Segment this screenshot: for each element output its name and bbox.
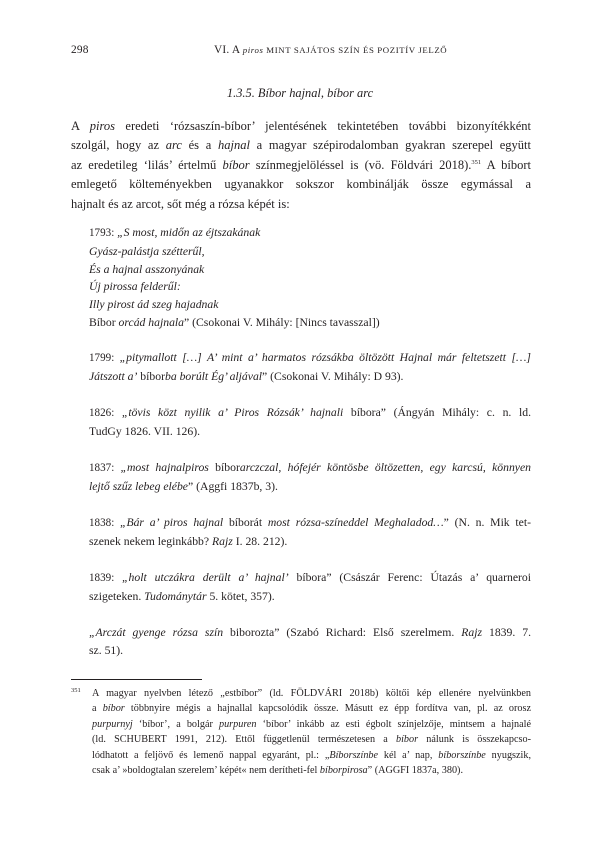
- footnote-divider: [71, 679, 202, 680]
- footnote-line: A magyar nyelvben létező „estbíbor” (ld. FÖLDVÁRI 2018b) költői kép ellenére nyelvünkben: [92, 688, 531, 699]
- quote-block-1837: [89, 459, 531, 496]
- quote-line: 1826: „tövis közt nyilik a’ Piros Rózsák’ hajnali bíbora” (Ángyán Mihály: c. n. ld.: [89, 406, 531, 419]
- quote-line: Illy pirost ád szeg hajadnak: [89, 298, 219, 312]
- quote-line: 1793: „S most, midőn az éjtszakának: [89, 226, 261, 239]
- paragraph-line: szolgál, hogy az arc és a hajnal a magyar szépirodalomban gyakran szerepel együtt: [71, 138, 531, 153]
- quote-line: 1837: „most hajnalpiros bíborarczczal, hófejér köntösbe öltözetten, egy karcsú, könnyen: [89, 461, 532, 474]
- quote-line: Gyász-palástja szétterűl,: [89, 244, 205, 258]
- quote-block-1826: [89, 404, 531, 441]
- footnote-line: purpurnyj ‘bíbor’, a bolgár purpuren ‘bíbor’ inkább az esti égbolt színjelzője, mintsem a hajnalé: [92, 718, 531, 730]
- quote-line: Játszott a’ bíborba borúlt Ég’ aljával” (Csokonai V. Mihály: D 93).: [89, 369, 404, 383]
- quote-line: szigeteken. Tudománytár 5. kötet, 357).: [89, 589, 275, 603]
- quote-line: 1799: „pitymallott […] A’ mint a’ harmatos rózsákba öltözött Hajnal már feltetszett […]: [89, 351, 531, 364]
- paragraph-line: az eredetileg ‘lilás’ értelmű bíbor színmegjelöléssel is (vö. Földvári 2018).$^{351}$ A bíbort: [71, 157, 531, 172]
- quote-line: szenek nekem leginkább? Rajz I. 28. 212).: [89, 534, 288, 548]
- footnote-line: (ld. SCHUBERT 1991, 212). Ettől függetlenül természetesen a bíbor nálunk is összekapcso-: [92, 734, 531, 746]
- quote-line: lejtő szűz lebeg elébe” (Aggfi 1837b, 3).: [89, 479, 278, 493]
- paragraph-line: emlegető költeményekben ugyanakkor sokszor kombinálják össze egymással a: [71, 177, 531, 192]
- paragraph-line: hajnalt és az arcot, sőt még a rózsa képét is:: [71, 196, 290, 211]
- quote-line: Bíbor orcád hajnala” (Csokonai V. Mihály: [Nincs tavasszal]): [89, 315, 380, 329]
- footnote-number: 351: [71, 687, 81, 694]
- body-paragraph: [71, 117, 531, 214]
- footnote-line: a bíbor többnyire mégis a hajnallal kapcsolódik össze. Másutt ez épp fordítva van, pl. az orosz: [92, 703, 531, 715]
- section-title: 1.3.5. Bíbor hajnal, bíbor arc: [226, 86, 374, 100]
- quote-block-1838: [89, 514, 531, 551]
- footnote-reference[interactable]: 351: [471, 158, 482, 166]
- quote-line: TudGy 1826. VII. 126).: [89, 424, 201, 438]
- quote-line: 1838: „Bár a’ piros hajnal bíborát most rózsa-színeddel Meghaladod…” (N. n. Mik tet-: [89, 516, 531, 529]
- quote-block-szabo: [89, 624, 531, 660]
- paragraph-line: A piros eredeti ‘rózsaszín-bíbor’ jelentésének tekintetében további bizonyítékként: [71, 119, 531, 133]
- quote-line: „Arczát gyenge rózsa szín biborozta” (Szabó Richard: Első szerelmem. Rajz 1839. 7.: [89, 626, 532, 639]
- quote-line: sz. 51).: [89, 643, 124, 657]
- page-header: [71, 44, 531, 58]
- quote-line: 1839: „holt utczákra derült a’ hajnal’ bíbora” (Császár Ferenc: Útazás a’ quarneroi: [89, 571, 531, 584]
- page-number: 298: [71, 44, 89, 56]
- footnote-line: lódhatott a feljövő és lemenő nappal egyaránt, pl.: „Bíborszínbe kél a’ nap, bíborszínbe nyugszik,: [92, 749, 531, 761]
- quote-line: Új pirossa felderűl:: [89, 280, 181, 294]
- footnote-text: [92, 686, 531, 778]
- footnote-line: csak a’ »boldogtalan szerelem’ képét« nem derítheti-fel bíborpirosa” (AGGFI 1837a, 380).: [92, 765, 463, 777]
- quote-block-1799: [89, 349, 531, 386]
- running-head: VI. A piros MINT SAJÁTOS SZÍN ÉS POZITÍV JELZŐ: [214, 44, 448, 56]
- quote-block-1839: [89, 569, 531, 606]
- quote-line: És a hajnal asszonyának: [89, 262, 205, 276]
- quote-block-1793: [89, 224, 531, 332]
